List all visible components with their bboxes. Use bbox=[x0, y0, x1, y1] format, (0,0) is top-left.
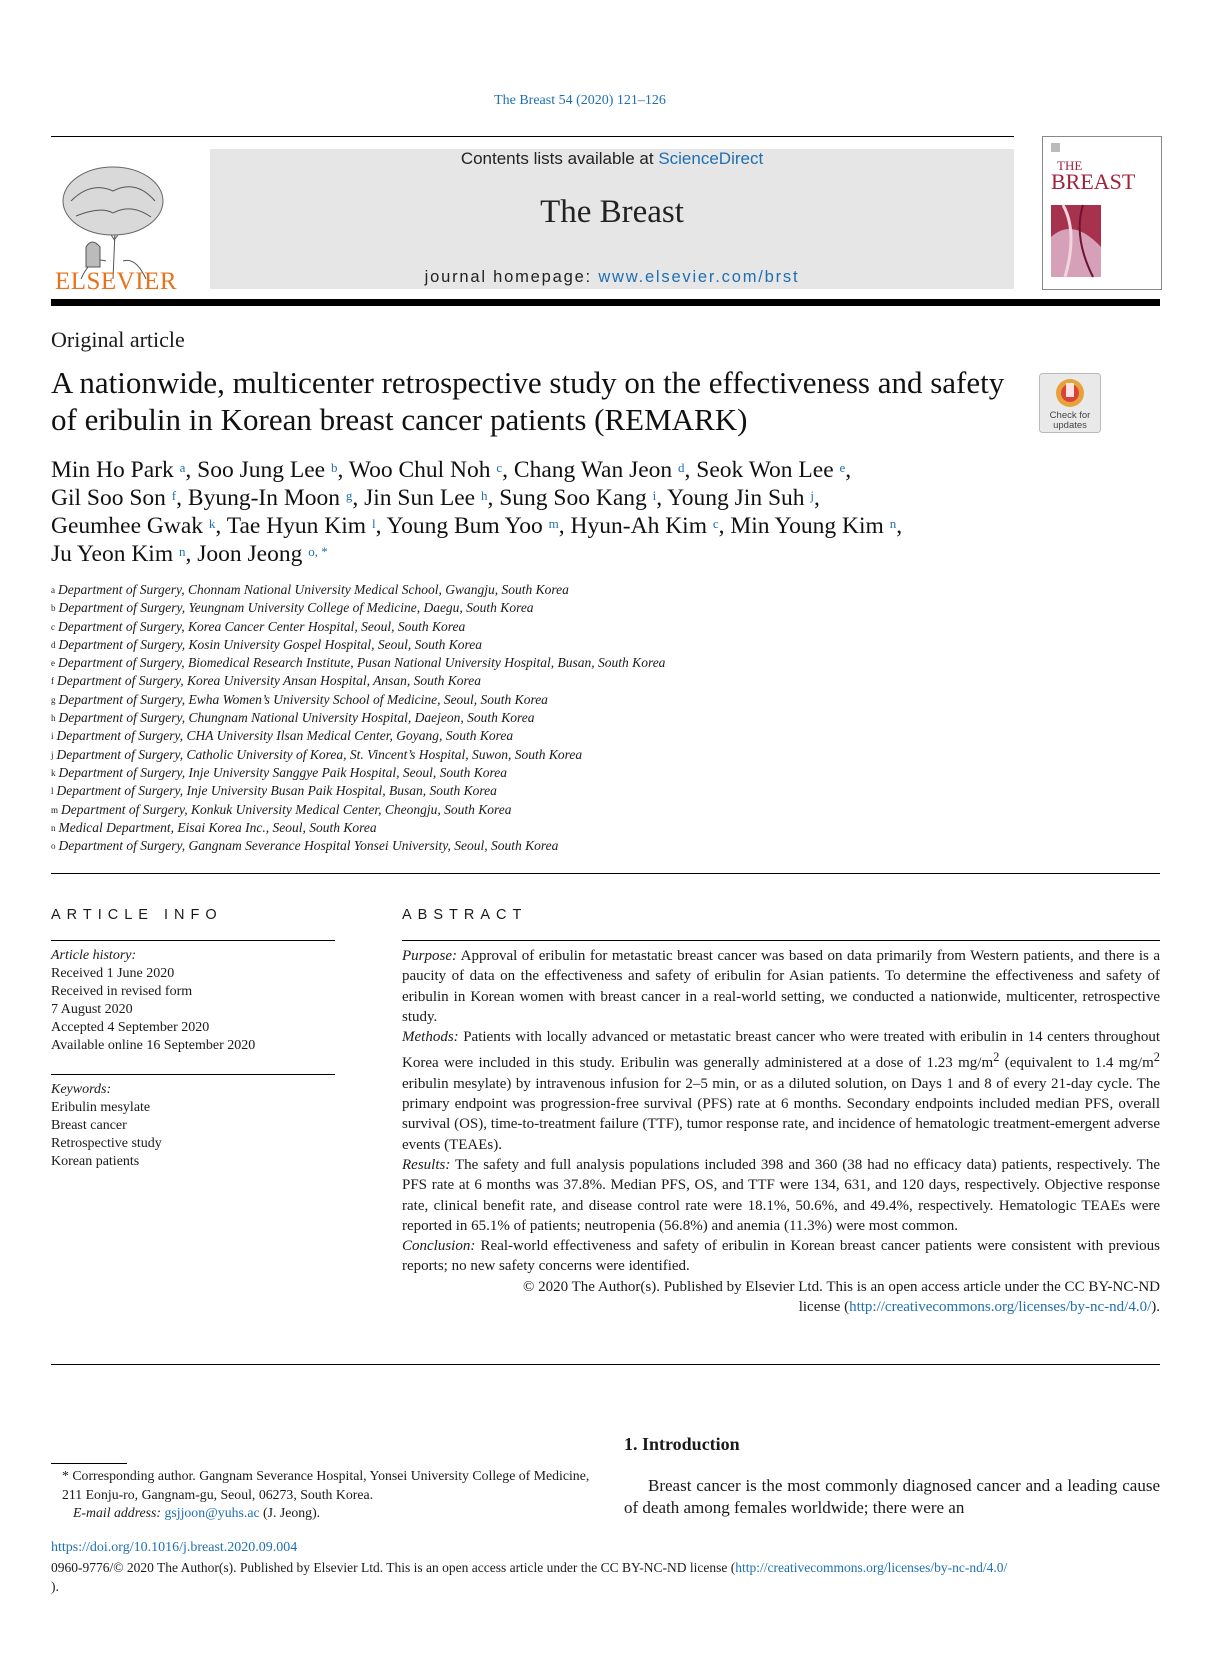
keyword-item: Breast cancer bbox=[51, 1118, 127, 1133]
cover-the-text: THE bbox=[1057, 158, 1083, 173]
author-affil-link[interactable]: l bbox=[371, 516, 376, 531]
author-affil-link[interactable]: n bbox=[889, 516, 897, 531]
footer-license-link[interactable]: http://creativecommons.org/licenses/by-nc-nd/4.0/ bbox=[735, 1560, 1008, 1575]
crossmark-label-2: updates bbox=[1053, 420, 1087, 431]
abstract-heading: ABSTRACT bbox=[402, 907, 528, 923]
license-footer: 0960-9776/© 2020 The Author(s). Published by Elsevier Ltd. This is an open access article under the CC BY-NC-ND license (http://creativecommons.org/licenses/by-nc-nd/4.0/ ). bbox=[51, 1560, 1008, 1594]
history-item: Accepted 4 September 2020 bbox=[51, 1020, 210, 1035]
affiliation-item: $^j$ Department of Surgery, Catholic University of Korea, St. Vincent’s Hospital, Suwon, South Korea bbox=[51, 746, 583, 762]
author: Young Jin Suh $^j$, bbox=[667, 485, 820, 511]
abstract-results: Results: The safety and full analysis populations included 398 and 360 (38 had no efficacy data) patients, respectively. The PFS rate at 6 months was 37.8%. Median PFS, OS, and TTF were 134, 631, and 120 days, respectively. Objective response rate, clinical benefit rate, and disease control rate were 18.1%, 50.6%, and 49.4%, respectively. Hematologic TEAEs were reported in 65.1% of patients; neutropenia (56.8%) and anemia (11.3%) were most common. bbox=[402, 1156, 1160, 1234]
author: Seok Won Lee $^e$, bbox=[696, 457, 852, 483]
homepage-link[interactable]: www.elsevier.com/brst bbox=[598, 268, 800, 286]
affiliation-item: $^d$ Department of Surgery, Kosin University Gospel Hospital, Seoul, South Korea bbox=[51, 636, 482, 652]
history-item: Available online 16 September 2020 bbox=[51, 1038, 256, 1053]
journal-cover-thumbnail[interactable] bbox=[1042, 136, 1162, 290]
journal-homepage bbox=[210, 268, 1014, 287]
affiliation-item: $^n$ Medical Department, Eisai Korea Inc., Seoul, South Korea bbox=[51, 819, 377, 835]
email-link[interactable]: gsjjoon@yuhs.ac bbox=[164, 1505, 260, 1520]
author: Hyun-Ah Kim $^c$, bbox=[570, 513, 731, 539]
abstract-methods: Methods: Patients with locally advanced or metastatic breast cancer who were treated with eribulin in 14 centers throughout Korea were included in this study. Eribulin was generally administered at a dose of 1.23 $mg/m^2$ (equivalent to 1.4 $mg/m^2$ eribulin mesylate) by intravenous infusion for 2–5 min, or as a diluted solution, on Days 1 and 8 of every 21-day cycle. The primary endpoint was progression-free survival (PFS) rate at 6 months. Secondary endpoints included median PFS, overall survival (OS), time-to-treatment failure (TTF), tumor response rate, and incidence of hematologic treatment-emergent adverse events (TEAEs). bbox=[402, 1029, 1160, 1153]
author-affil-link[interactable]: d bbox=[678, 460, 685, 475]
author-affil-link[interactable]: c bbox=[496, 460, 503, 475]
author: Gil Soo Son $^f$, bbox=[51, 485, 188, 511]
affiliation-item: $^c$ Department of Surgery, Korea Cancer Center Hospital, Seoul, South Korea bbox=[51, 618, 466, 634]
affiliation-item: $^k$ Department of Surgery, Inje University Sanggye Paik Hospital, Seoul, South Korea bbox=[51, 764, 508, 780]
keyword-item: Korean patients bbox=[51, 1154, 140, 1169]
author: Young Bum Yoo $^m$, bbox=[386, 513, 571, 539]
author-affil-link[interactable]: o, * bbox=[308, 544, 328, 559]
author-affil-link[interactable]: k bbox=[208, 516, 216, 531]
affiliation-item: $^e$ Department of Surgery, Biomedical Research Institute, Pusan National University Hospital, Busan, South Korea bbox=[51, 655, 666, 671]
author: Joon Jeong $^{o, *}$ bbox=[197, 541, 328, 567]
history-item: 7 August 2020 bbox=[51, 1002, 133, 1017]
corresponding-author-footnote: * Corresponding author. Gangnam Severance Hospital, Yonsei University College of Medicine, 211 Eonju-ro, Gangnam-gu, Seoul, 06273, South Korea. E-mail address: gsjjoon@yuhs.ac (J. Jeong). bbox=[62, 1468, 590, 1520]
affiliation-item: $^a$ Department of Surgery, Chonnam National University Medical School, Gwangju, South Korea bbox=[51, 582, 569, 597]
author-affil-link[interactable]: a bbox=[179, 460, 186, 475]
author: Geumhee Gwak $^k$, bbox=[51, 513, 227, 539]
affiliation-item: $^l$ Department of Surgery, Inje University Busan Paik Hospital, Busan, South Korea bbox=[51, 783, 497, 799]
keywords bbox=[51, 1081, 335, 1171]
header-top-rule bbox=[51, 136, 1014, 137]
author-affil-link[interactable]: j bbox=[810, 488, 815, 503]
journal-name: The Breast bbox=[540, 194, 684, 230]
author: Chang Wan Jeon $^d$, bbox=[513, 457, 697, 483]
sciencedirect-link[interactable]: ScienceDirect bbox=[658, 149, 764, 168]
check-for-updates-badge[interactable] bbox=[1039, 373, 1101, 433]
abstract-rule bbox=[402, 940, 1160, 941]
article-info-rule bbox=[51, 940, 335, 941]
doi-link[interactable]: https://doi.org/10.1016/j.breast.2020.09.004 bbox=[51, 1540, 298, 1555]
contents-prefix: Contents lists available at bbox=[460, 149, 659, 168]
affiliation-item: $^o$ Department of Surgery, Gangnam Severance Hospital Yonsei University, Seoul, South Korea bbox=[51, 838, 559, 854]
author: Tae Hyun Kim $^l$, bbox=[226, 513, 387, 539]
cc-license-link[interactable]: http://creativecommons.org/licenses/by-nc-nd/4.0/ bbox=[849, 1299, 1152, 1316]
cover-breast-text: BREAST bbox=[1051, 169, 1136, 194]
article-title: A nationwide, multicenter retrospective study on the effectiveness and safety of eribulin in Korean breast cancer patients (REMARK) bbox=[51, 365, 1005, 437]
journal-citation[interactable]: The Breast 54 (2020) 121–126 bbox=[494, 93, 666, 108]
author-affil-link[interactable]: e bbox=[839, 460, 846, 475]
author-affil-link[interactable]: m bbox=[548, 516, 559, 531]
introduction-heading: 1. Introduction bbox=[624, 1434, 740, 1454]
author: Min Ho Park $^a$, bbox=[51, 457, 198, 483]
elsevier-wordmark: ELSEVIER bbox=[54, 268, 178, 295]
keywords-label: Keywords: bbox=[51, 1082, 112, 1097]
keyword-item: Eribulin mesylate bbox=[51, 1100, 151, 1115]
author: Soo Jung Lee $^b$, bbox=[197, 457, 349, 483]
author-list bbox=[51, 456, 1051, 568]
abstract-body bbox=[402, 946, 1160, 1317]
article-history bbox=[51, 947, 335, 1055]
abstract-bottom-rule bbox=[51, 1364, 1160, 1365]
affiliation-item: $^m$ Department of Surgery, Konkuk University Medical Center, Cheongju, South Korea bbox=[51, 801, 512, 817]
homepage-prefix: journal homepage: bbox=[424, 268, 599, 286]
author-affil-link[interactable]: i bbox=[652, 488, 657, 503]
author-affil-link[interactable]: h bbox=[480, 488, 488, 503]
history-label: Article history: bbox=[51, 948, 137, 963]
contents-line bbox=[210, 149, 1014, 169]
author-affil-link[interactable]: g bbox=[345, 488, 353, 503]
keyword-item: Retrospective study bbox=[51, 1136, 162, 1151]
author: Ju Yeon Kim $^n$, bbox=[51, 541, 198, 567]
introduction-text: Breast cancer is the most commonly diagnosed cancer and a leading cause of death among females worldwide; there were an bbox=[624, 1476, 1160, 1517]
article-type: Original article bbox=[51, 327, 185, 352]
affiliation-list bbox=[51, 581, 1051, 855]
author-affil-link[interactable]: f bbox=[171, 488, 177, 503]
author-affil-link[interactable]: c bbox=[712, 516, 719, 531]
abstract-copyright: © 2020 The Author(s). Published by Elsevier Ltd. This is an open access article under the CC BY-NC-ND license (http://creativecommons.org/licenses/by-nc-nd/4.0/). bbox=[523, 1278, 1160, 1316]
abstract-conclusion: Conclusion: Real-world effectiveness and safety of eribulin in Korean breast cancer patients were consistent with previous reports; no new safety concerns were identified. bbox=[402, 1238, 1160, 1275]
history-item: Received in revised form bbox=[51, 984, 193, 999]
cover-art-icon bbox=[1043, 137, 1161, 289]
keywords-rule bbox=[51, 1074, 335, 1075]
author: Sung Soo Kang $^i$, bbox=[499, 485, 668, 511]
article-info-heading: ARTICLE INFO bbox=[51, 907, 223, 923]
affiliation-item: $^f$ Department of Surgery, Korea University Ansan Hospital, Ansan, South Korea bbox=[51, 673, 481, 689]
history-item: Received 1 June 2020 bbox=[51, 966, 175, 981]
affiliation-item: $^h$ Department of Surgery, Chungnam National University Hospital, Daejeon, South Korea bbox=[51, 710, 535, 726]
header-thick-rule bbox=[51, 299, 1160, 306]
author: Min Young Kim $^n$, bbox=[730, 513, 903, 539]
author-affil-link[interactable]: n bbox=[178, 544, 186, 559]
affiliation-item: $^g$ Department of Surgery, Ewha Women’s University School of Medicine, Seoul, South Korea bbox=[51, 691, 548, 707]
author: Woo Chul Noh $^c$, bbox=[348, 457, 514, 483]
affiliation-item: $^b$ Department of Surgery, Yeungnam University College of Medicine, Daegu, South Korea bbox=[51, 600, 534, 616]
author: Byung-In Moon $^g$, bbox=[187, 485, 365, 511]
author: Jin Sun Lee $^h$, bbox=[364, 485, 500, 511]
section-divider bbox=[51, 873, 1160, 874]
affiliation-item: $^i$ Department of Surgery, CHA University Ilsan Medical Center, Goyang, South Korea bbox=[51, 728, 514, 744]
author-affil-link[interactable]: b bbox=[330, 460, 338, 475]
footnote-rule bbox=[51, 1463, 127, 1464]
crossmark-label-1: Check for bbox=[1049, 410, 1091, 421]
abstract-purpose: Purpose: Approval of eribulin for metastatic breast cancer was based on data primarily from Western patients, and there is a paucity of data on the effectiveness and safety of eribulin for Asian patients. To determine the effectiveness and safety of eribulin in Korean women with breast cancer in a real-world setting, we conducted a nationwide, multicenter, retrospective study. bbox=[402, 948, 1160, 1025]
